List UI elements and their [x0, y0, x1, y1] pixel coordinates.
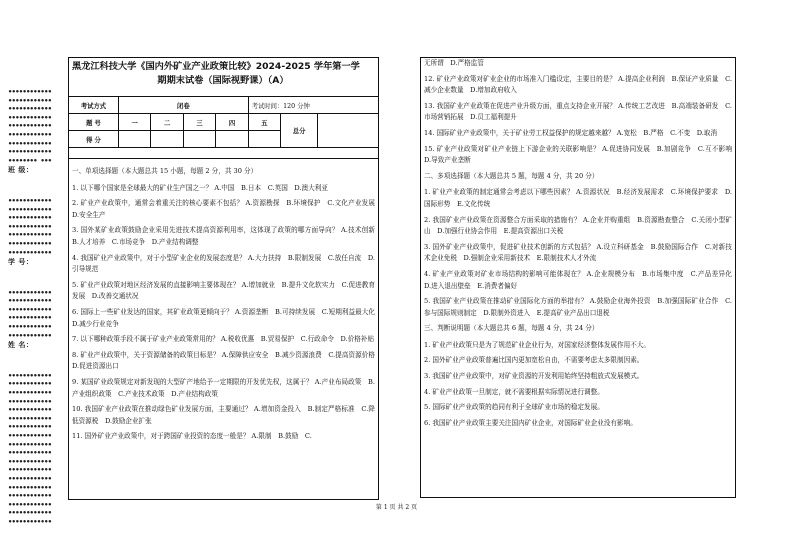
dotted-line: ••••••••••••: [8, 305, 52, 314]
question-continuation: 无所谓 D.严格监管: [424, 59, 484, 67]
exam-left-column: [68, 57, 382, 500]
question-item: 1. 矿业产业政策只是为了规范矿业企业行为，对国家经济整体发展作用不大。: [424, 340, 650, 349]
dotted-line: ••••••••••••: [8, 205, 52, 214]
question-item: 2. 矿业产业政策中，通常会着重关注的核心要素不包括？ A.资源勘探 B.环境保护 C.文化产业发展 D.安全生产: [72, 199, 382, 219]
question-item: 7. 以下哪种政策手段不属于矿业产业政策常用的？ A.税收优惠 B.贸易保护 C.行政命令 D.价格补贴: [72, 335, 375, 344]
dotted-line: ••••••••••••: [8, 432, 52, 440]
dotted-line: ••••••••••••: [8, 231, 52, 240]
dotted-line: ••••••••••••: [8, 323, 52, 332]
dotted-line: ••••••••••••: [8, 371, 52, 380]
exam-right-column: [420, 57, 739, 498]
question-item: 3. 我国矿业产业政策中，对矿业资源的开发利用始终坚持粗放式发展模式。: [424, 372, 644, 381]
question-item: 13. 我国矿业产业政策在促进产业升级方面，重点支持企业开展？ A.传统工艺改进 B.高端装备研发 C.市场营销拓展 D.员工福利提升: [424, 101, 732, 122]
section-3-score-cell[interactable]: [183, 131, 215, 148]
dotted-line: ••••••••••••: [8, 449, 52, 458]
question-item: 3. 国外矿业产业政策中，促进矿业技术创新的方式包括？ A.设立科研基金 B.鼓励国际合作 C.对新技术企业免税 D.强制企业采用新技术 E.限制技术人才外流: [424, 242, 732, 263]
dotted-line: ••••••••••••: [8, 314, 52, 323]
dotted-line: ••••••••••••: [8, 483, 52, 492]
left-content: [69, 159, 382, 443]
page-number: 第 1 页 共 2 页: [375, 504, 418, 511]
dotted-line: ••••••••••••: [8, 196, 52, 205]
dotted-line: ••••••••••••: [8, 113, 52, 122]
section-5-score-cell[interactable]: [248, 131, 280, 148]
exam-title-line1: 黑龙江科技大学《国内外矿业产业政策比较》2024-2025 学年第一学: [72, 61, 360, 72]
dotted-line: ••••••••••••: [8, 122, 52, 131]
section-5-header: 五: [248, 114, 280, 131]
score-table: [69, 96, 378, 148]
dotted-line: ••••••••••••: [8, 466, 52, 475]
question-item: 4. 矿业产业政策对矿业市场结构的影响可能体现在？ A.企业规模分布 B.市场集中度 C.产品差异化 D.进入退出壁垒 E.消费者偏好: [424, 269, 739, 290]
question-item: 9. 某国矿业政策规定对新发现的大型矿产地给予一定期限的开发优先权，这属于？ A.产业布局政策 B.产业组织政策 C.产业技术政策 D.产业结构政策: [72, 377, 375, 398]
question-item: 5. 我国矿业产业政策在推动矿业国际化方面的举措有？ A.鼓励企业海外投资 B.加强国际矿业合作 C.参与国际规则制定 D.限制外资进入 E.提高矿业产品出口退税: [424, 297, 732, 317]
question-item: 5. 矿业产业政策对地区经济发展的直接影响主要体现在？ A.增加就业 B.提升文化软实力 C.促进教育发展 D.改善交通状况: [72, 280, 375, 301]
exam-mode-value: 闭卷: [118, 97, 248, 114]
student-id-label: 学 号：: [8, 258, 34, 267]
dotted-line: •••••••• •••: [8, 156, 52, 165]
dotted-line: ••••••••••••: [8, 406, 52, 415]
section-3-header: 三: [183, 114, 215, 131]
dotted-line: ••••••••••••: [8, 509, 52, 518]
question-item: 1. 矿业产业政策的制定通常会考虑以下哪些因素？ A.资源状况 B.经济发展需求 C.环境保护要求 D.国际形势 E.文化传统: [424, 188, 732, 208]
dotted-line: ••••••••••••: [8, 222, 52, 231]
dotted-line: ••••••••••••: [8, 440, 52, 449]
section-2-score-cell[interactable]: [151, 131, 183, 148]
section-1-score-cell[interactable]: [118, 131, 150, 148]
dotted-line: ••••••••••••: [8, 148, 52, 157]
dotted-line: ••••••••••••: [8, 423, 52, 432]
dotted-line: ••••••••••••: [8, 380, 52, 389]
question-item: 5. 国际矿业产业政策的趋同有利于全球矿业市场的稳定发展。: [424, 403, 604, 412]
total-score-label: 总分: [281, 114, 318, 148]
dotted-line: ••••••••••••: [8, 96, 52, 105]
dotted-line: ••••••••••••: [8, 248, 52, 257]
section-2-header: 二: [151, 114, 183, 131]
dotted-line: ••••••••••••: [8, 492, 52, 501]
section-heading-true-false: 三、判断说明题（本大题总共 6 题，每题 4 分，共 24 分）: [424, 324, 599, 333]
exam-title-line2: 期期末试卷（国际视野课）（A）: [157, 75, 289, 86]
question-item: 12. 矿业产业政策对矿业企业的市场准入门槛设定，主要目的是？ A.提高企业利润 B.保证产业质量 C.减少企业数量 D.增加政府收入: [424, 74, 732, 95]
dotted-line: ••••••••••••: [8, 389, 52, 398]
exam-mode-label: 考试方式: [69, 97, 118, 114]
dotted-line: ••••••••••••: [8, 397, 52, 406]
section-4-header: 四: [216, 114, 248, 131]
total-score-cell[interactable]: [318, 114, 378, 148]
question-item: 3. 国外某矿业政策鼓励企业采用先进技术提高资源利用率，这体现了政策的哪方面导向？ A.技术创新 B.人才培养 C.市场竞争 D.产业结构调整: [72, 226, 382, 246]
dotted-line: ••••••••••••: [8, 130, 52, 139]
class-label: 班 级：: [8, 166, 34, 175]
dotted-line: ••••••••••••: [8, 139, 52, 148]
dotted-line: ••••••••••••: [8, 239, 52, 248]
question-item: 6. 我国矿业产业政策主要关注国内矿业企业，对国际矿业企业没有影响。: [424, 418, 637, 427]
question-number-label: 题 号: [69, 114, 118, 131]
dotted-line: ••••••••••••: [8, 288, 52, 297]
dotted-line: ••••••••••••: [8, 214, 52, 223]
question-item: 6. 国际上一些矿业发达的国家，其矿业政策更倾向于？ A.资源垄断 B.可持续发展 C.短期利益最大化 D.减少行业竞争: [72, 307, 382, 328]
section-heading-multiple-choice: 二、多项选择题（本大题总共 5 题，每题 4 分，共 20 分）: [424, 171, 599, 180]
section-4-score-cell[interactable]: [216, 131, 248, 148]
exam-title: [69, 58, 378, 96]
dotted-line: ••••••••••••: [8, 331, 52, 340]
question-item: 4. 我国矿业产业政策中，对于小型矿业企业的发展态度是？ A.大力扶持 B.限制发展 C.放任自流 D.引导规范: [72, 253, 375, 274]
dotted-line: ••••••••••••: [8, 105, 52, 114]
name-label: 姓 名：: [8, 341, 34, 350]
exam-time: 考试时间：120 分钟: [248, 97, 378, 114]
question-item: 14. 国际矿业产业政策中，关于矿业劳工权益保护的规定越来越？ A.宽松 B.严格 C.不变 D.取消: [424, 128, 718, 137]
dotted-line: ••••••••••••: [8, 457, 52, 466]
question-item: 8. 矿业产业政策中，关于资源储备的政策目标是？ A.保障供应安全 B.减少资源浪费 C.提高资源价格 D.促进资源出口: [72, 350, 382, 371]
dotted-line: ••••••••••••: [8, 297, 52, 306]
section-heading-single-choice: 一、单项选择题（本大题总共 15 小题，每题 2 分，共 30 分）: [72, 167, 258, 175]
question-item: 4. 矿业产业政策一旦制定，就不需要根据实际情况进行调整。: [424, 387, 604, 396]
dotted-line: ••••••••••••: [8, 88, 52, 96]
dotted-line: ••••••••••••: [8, 474, 52, 483]
dotted-line: ••••••••••••: [8, 517, 52, 526]
dotted-line: ••••••••••••: [8, 500, 52, 509]
right-content: [421, 58, 739, 429]
section-1-header: 一: [118, 114, 150, 131]
score-row-label: 得 分: [69, 131, 118, 148]
question-item: 2. 我国矿业产业政策在资源整合方面采取的措施有？ A.企业并购重组 B.资源勘查整合 C.关闭小型矿山 D.加强行业协会作用 E.提高资源出口关税: [424, 215, 732, 236]
dotted-line: ••••••••••••: [8, 414, 52, 423]
question-item: 1. 以下哪个国家是全球最大的矿业生产国之一？ A.中国 B.日本 C.英国 D.澳大利亚: [72, 183, 328, 192]
question-item: 10. 我国矿业产业政策在推动绿色矿业发展方面，主要通过？ A.增加资金投入 B.制定严格标准 C.降低资源税 D.鼓励企业扩张: [72, 405, 375, 425]
divider: [69, 148, 378, 159]
binding-gutter: [8, 88, 58, 527]
question-item: 15. 矿业产业政策对矿业产业链上下游企业的关联影响是？ A.促进协同发展 B.加剧竞争 C.互不影响 D.导致产业垄断: [424, 144, 739, 165]
question-item: 11. 国外矿业产业政策中，对于跨国矿业投资的态度一般是？ A.限制 B.鼓励 C.: [72, 432, 312, 441]
question-item: 2. 国外矿业产业政策普遍比国内更加宽松自由，不需要考虑太多限制因素。: [424, 356, 644, 365]
